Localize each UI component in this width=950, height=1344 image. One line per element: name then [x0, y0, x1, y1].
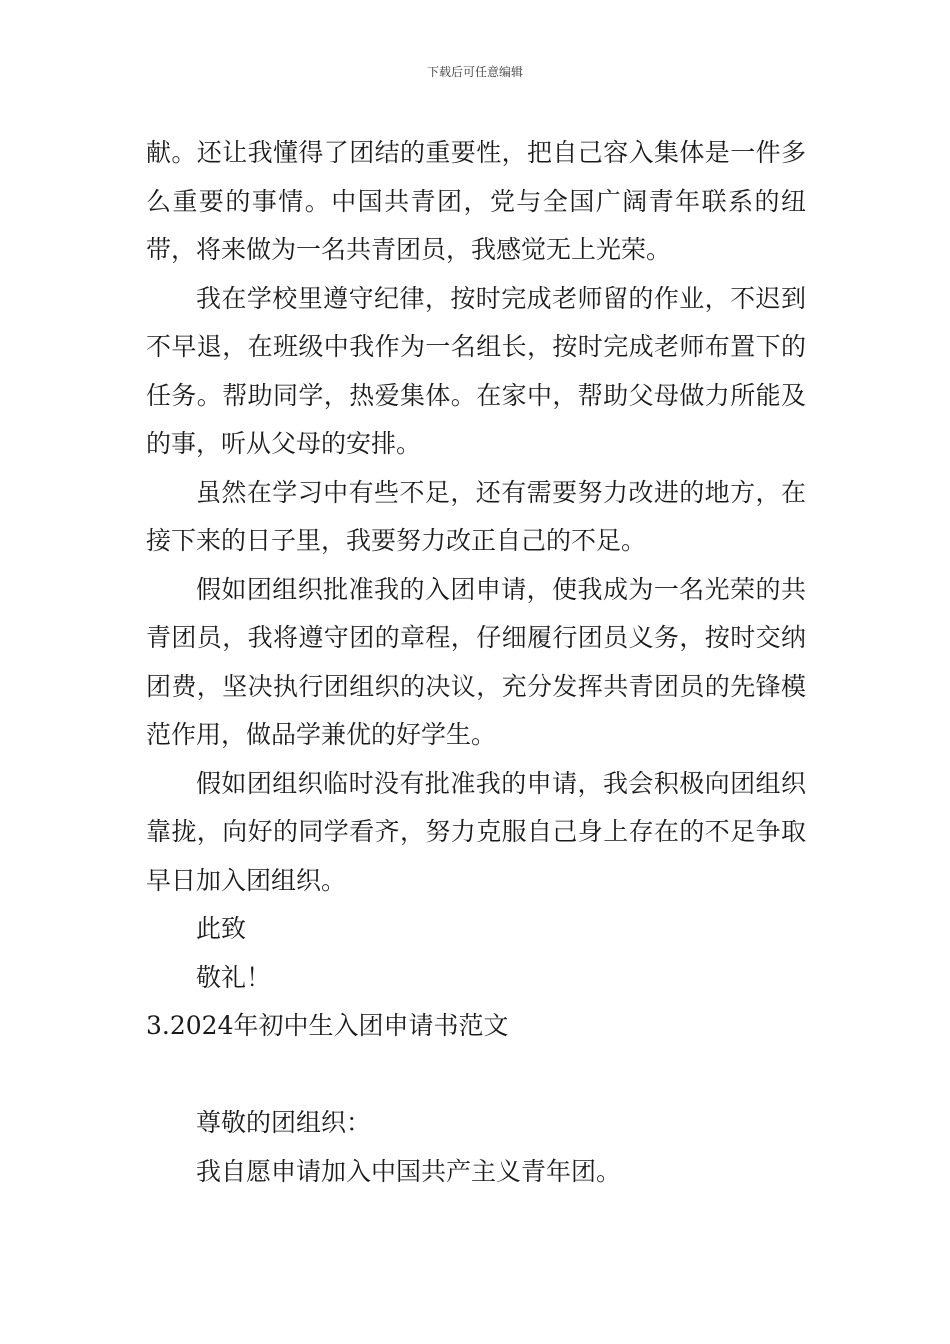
closing-ci-zhi: 此致: [196, 914, 247, 943]
section-title: 3.2024年初中生入团申请书范文: [146, 1011, 509, 1040]
page-header-note: 下载后可任意编辑: [426, 65, 523, 79]
paragraph-school-conduct: 我在学校里遵守纪律，按时完成老师留的作业，不迟到不早退，在班级中我作为一名组长，按时完成老师布置下的任务。帮助同学，热爱集体。在家中，帮助父母做力所能及的事，听从父母的安排。: [146, 283, 806, 458]
document-body: [146, 129, 806, 1196]
closing-jing-li: 敬礼！: [196, 962, 272, 992]
paragraph-shortcomings: 虽然在学习中有些不足，还有需要努力改进的地方，在接下来的日子里，我要努力改正自己的不足。: [146, 477, 806, 555]
paragraph-continuation: 献。还让我懂得了团结的重要性，把自己容入集体是一件多么重要的事情。中国共青团，党与全国广阔青年联系的纽带，将来做为一名共青团员，我感觉无上光荣。: [146, 138, 806, 264]
paragraph-if-not-approved: 假如团组织临时没有批准我的申请，我会积极向团组织靠拢，向好的同学看齐，努力克服自己身上存在的不足争取早日加入团组织。: [146, 768, 806, 895]
paragraph-if-approved: 假如团组织批准我的入团申请，使我成为一名光荣的共青团员，我将遵守团的章程，仔细履行团员义务，按时交纳团费，坚决执行团组织的决议，充分发挥共青团员的先锋模范作用，做品学兼优的好学生。: [146, 574, 806, 749]
blank-line: [146, 1051, 806, 1100]
opening-statement: 我自愿申请加入中国共产主义青年团。: [196, 1156, 622, 1186]
salutation: 尊敬的团组织：: [196, 1108, 372, 1137]
